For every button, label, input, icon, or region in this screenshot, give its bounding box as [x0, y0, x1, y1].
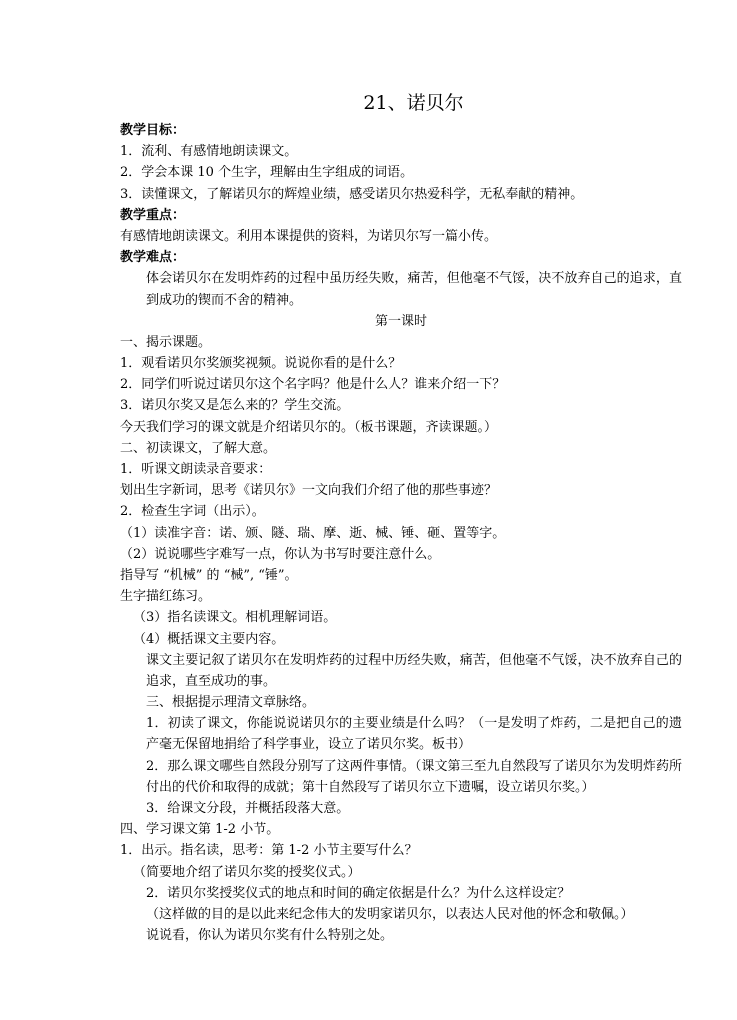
- section-heading: 一、揭示课题。: [120, 334, 212, 350]
- goal-item: 3．读懂课文，了解诺贝尔的辉煌业绩，感受诺贝尔热爱科学，无私奉献的精神。: [120, 186, 584, 202]
- list-item: 2．同学们听说过诺贝尔这个名字吗？他是什么人？谁来介绍一下？: [120, 377, 506, 393]
- list-item: （4）概括课文主要内容。: [133, 631, 285, 647]
- list-item: 2．检查生字词（出示）。: [120, 504, 265, 520]
- list-item: （2）说说哪些字难写一点，你认为书写时要注意什么。: [120, 546, 441, 562]
- key-points-text: 有感情地朗读课文。利用本课提供的资料，为诺贝尔写一篇小传。: [120, 228, 498, 244]
- section-heading: 二、初读课文，了解大意。: [120, 440, 277, 456]
- list-item: 生字描红练习。: [120, 589, 212, 605]
- key-points-heading: 教学重点：: [120, 207, 186, 223]
- list-item: 1．观看诺贝尔奖颁奖视频。说说你看的是什么？: [120, 356, 402, 372]
- list-item: 今天我们学习的课文就是介绍诺贝尔的。（板书课题，齐读课题。）: [120, 419, 498, 435]
- list-item: 2．诺贝尔奖授奖仪式的地点和时间的确定依据是什么？为什么这样设定？: [146, 885, 571, 901]
- paragraph: 课文主要记叙了诺贝尔在发明炸药的过程中历经失败，痛苦，但他毫不气馁，决不放弃自己的追求，直至成功的事。: [146, 652, 682, 689]
- list-item: 1．出示。指名读，思考：第 1-2 小节主要写什么？: [120, 843, 418, 859]
- list-item: 3．诺贝尔奖又是怎么来的？学生交流。: [120, 398, 350, 414]
- paragraph: 1．初读了课文，你能说说诺贝尔的主要业绩是什么吗？（一是发明了炸药，二是把自己的遗产毫无保留地捐给了科学事业，设立了诺贝尔奖。板书）: [146, 716, 682, 753]
- list-item: 指导写 “机械” 的 “械”, “锤”。: [120, 567, 298, 583]
- list-item: （这样做的目的是以此来纪念伟大的发明家诺贝尔，以表达人民对他的怀念和敬佩。）: [146, 907, 634, 922]
- document-title: 21、诺贝尔: [363, 92, 464, 114]
- section-heading: 四、学习课文第 1-2 小节。: [120, 822, 280, 838]
- list-item: （3）指名读课文。相机理解词语。: [133, 610, 337, 626]
- list-item: 1．听课文朗读录音要求：: [120, 462, 272, 478]
- document-body: [120, 120, 682, 946]
- goal-item: 1．流利、有感情地朗读课文。: [120, 144, 298, 160]
- list-item: （1）读准字音：诺、颁、隧、瑞、摩、逝、械、锤、砸、置等字。: [120, 525, 506, 541]
- list-item: 说说看，你认为诺贝尔奖有什么特别之处。: [146, 928, 394, 944]
- list-item: 3．给课文分段，并概括段落大意。: [146, 801, 350, 817]
- section-heading: 三、根据提示理清文章脉络。: [146, 695, 316, 711]
- lesson-heading: 第一课时: [374, 313, 427, 329]
- goal-item: 2．学会本课 10 个生字，理解由生字组成的词语。: [120, 165, 414, 181]
- list-item: （简要地介绍了诺贝尔奖的授奖仪式。）: [133, 864, 361, 880]
- goals-heading: 教学目标：: [120, 123, 186, 138]
- difficulties-heading: 教学难点：: [120, 250, 186, 266]
- difficulties-text: 体会诺贝尔在发明炸药的过程中虽历经失败，痛苦，但他毫不气馁，决不放弃自己的追求，直到成功的锲而不舍的精神。: [146, 271, 682, 308]
- paragraph: 2．那么课文哪些自然段分别写了这两件事情。（课文第三至九自然段写了诺贝尔为发明炸药所付出的代价和取得的成就；第十自然段写了诺贝尔立下遗嘱，设立诺贝尔奖。）: [146, 758, 682, 795]
- list-item: 划出生字新词，思考《诺贝尔》一文向我们介绍了他的那些事迹？: [120, 483, 498, 499]
